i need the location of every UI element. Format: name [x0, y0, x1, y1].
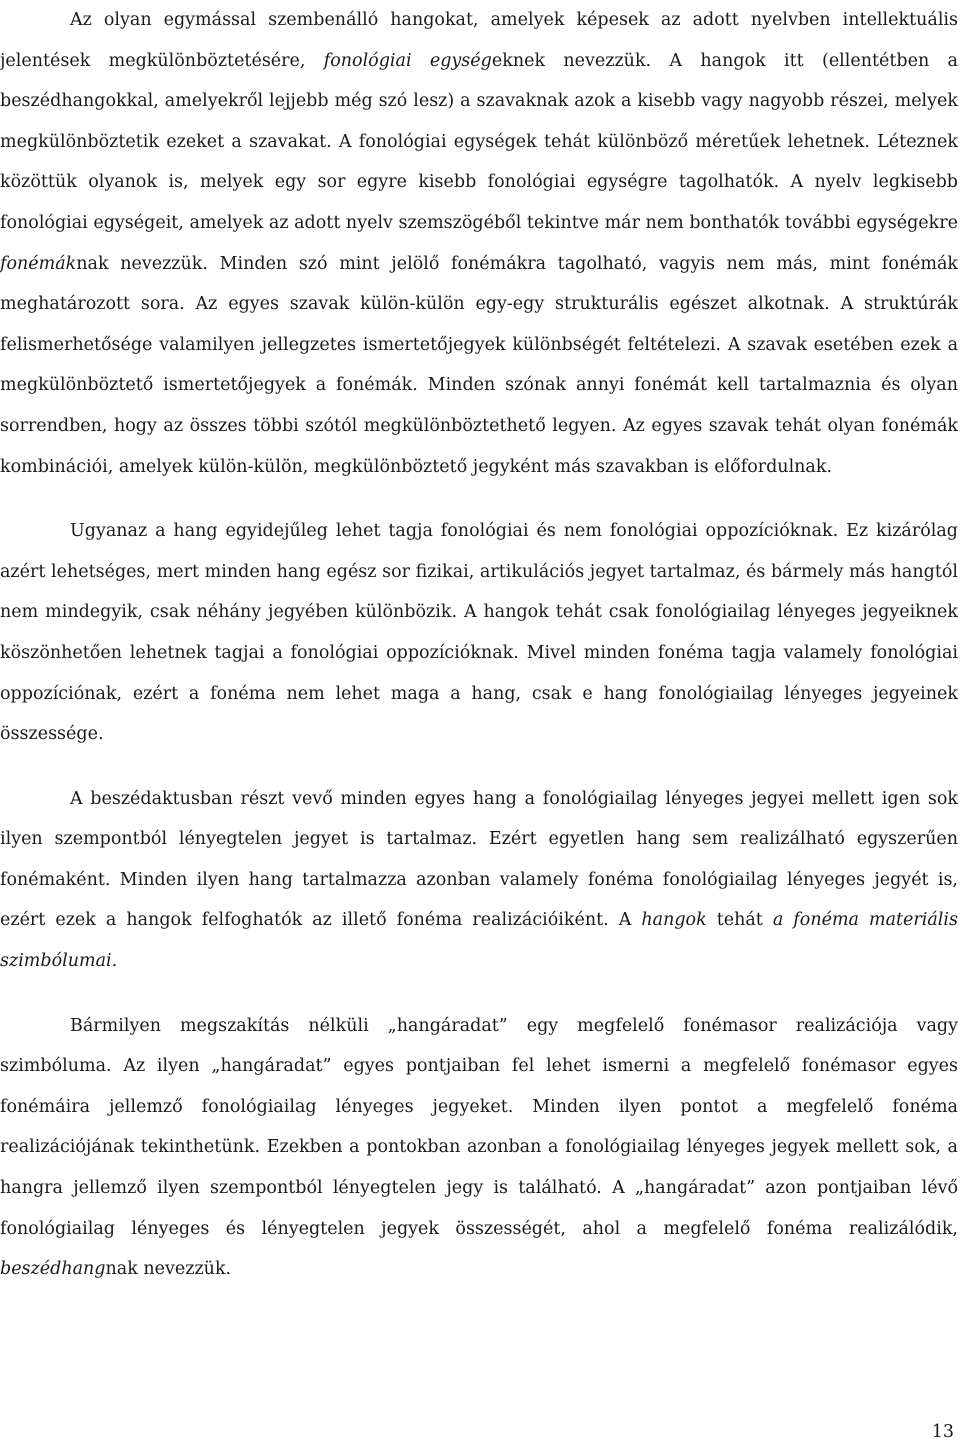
term-hangok: hangok: [641, 910, 707, 931]
term-materialis-szimbolumai: a fonéma materiális szimbólumai.: [0, 910, 958, 972]
paragraph-3: [0, 779, 958, 982]
term-beszedhang: beszédhang: [0, 1259, 106, 1280]
page-number: 13: [931, 1422, 954, 1442]
paragraph-4: [0, 1006, 958, 1290]
paragraph-3-text: A beszédaktusban részt vevő minden egyes hang a fonológiailag lényeges jegyei mellett igen sok ilyen szempontból lényegtelen jegyet is tartalmaz. Ezért egyetlen hang sem realizálható egyszerűen fonémaként. Minden ilyen hang tartalmazza azonban valamely fonéma fonológiailag lényeges jegyét is, ezért ezek a hangok felfoghatók az illető fonéma realizációiként. A: [0, 788, 958, 931]
term-fonologiai-egyseg: fonológiai egység: [323, 50, 492, 71]
term-fonemak: fonémák: [0, 253, 77, 274]
paragraph-1-text: Az olyan egymással szembenálló hangokat, amelyek képesek az adott nyelvben intellektuális jelentések megkülönböztetésére,: [0, 10, 958, 71]
paragraph-2-text: Ugyanaz a hang egyidejűleg lehet tagja fonológiai és nem fonológiai oppozícióknak. Ez kizárólag azért lehetséges, mert minden hang egész sor fizikai, artikulációs jegyet tartalmaz, és bármely más hangtól nem mindegyik, csak néhány jegyében különbözik. A hangok tehát csak fonológiailag lényeges jegyeiknek köszönhetően lehetnek tagjai a fonológiai oppozícióknak. Mivel minden fonéma tagja valamely fonológiai oppozíciónak, ezért a fonéma nem lehet maga a hang, csak e hang fonológiailag lényeges jegyeinek összessége.: [0, 521, 958, 745]
paragraph-3-text: tehát: [706, 910, 773, 931]
paragraph-4-text: Bármilyen megszakítás nélküli „hangáradat” egy megfelelő fonémasor realizációja vagy szimbóluma. Az ilyen „hangáradat” egyes pontjaiban fel lehet ismerni a megfelelő fonémasor egyes fonémáira jellemző fonológiailag lényeges jegyeket. Minden ilyen pontot a megfelelő fonéma realizációjának tekinthetünk. Ezekben a pontokban azonban a fonológiailag lényeges jegyek mellett sok, a hangra jellemző ilyen szempontból lényegtelen jegy is található. A „hangáradat” azon pontjaiban lévő fonológiailag lényeges és lényegtelen jegyek összességét, ahol a megfelelő fonéma realizálódik,: [0, 1015, 958, 1239]
paragraph-1-text: eknek nevezzük. A hangok itt (ellentétben a beszédhangokkal, amelyekről lejjebb még szó lesz) a szavaknak azok a kisebb vagy nagyobb részei, melyek megkülönböztetik ezeket a szavakat. A fonológiai egységek tehát különböző méretűek lehetnek. Léteznek közöttük olyanok is, melyek egy sor egyre kisebb fonológiai egységre tagolhatók. A nyelv legkisebb fonológiai egységeit, amelyek az adott nyelv szemszögéből tekintve már nem bonthatók további egységekre: [0, 50, 958, 233]
paragraph-4-text: nak nevezzük.: [105, 1259, 232, 1280]
paragraph-1: [0, 0, 958, 487]
paragraph-1-text: nak nevezzük. Minden szó mint jelölő fonémákra tagolható, vagyis nem más, mint fonémák meghatározott sora. Az egyes szavak külön-külön egy-egy strukturális egészet alkotnak. A struktúrák felismerhetősége valamilyen jellegzetes ismertetőjegyek különbségét feltételezi. A szavak esetében ezek a megkülönböztető ismertetőjegyek a fonémák. Minden szónak annyi fonémát kell tartalmaznia és olyan sorrendben, hogy az összes többi szótól megkülönböztethető legyen. Az egyes szavak tehát olyan fonémák kombinációi, amelyek külön-külön, megkülönböztető jegyként más szavakban is előfordulnak.: [0, 253, 958, 477]
paragraph-2: [0, 511, 958, 755]
